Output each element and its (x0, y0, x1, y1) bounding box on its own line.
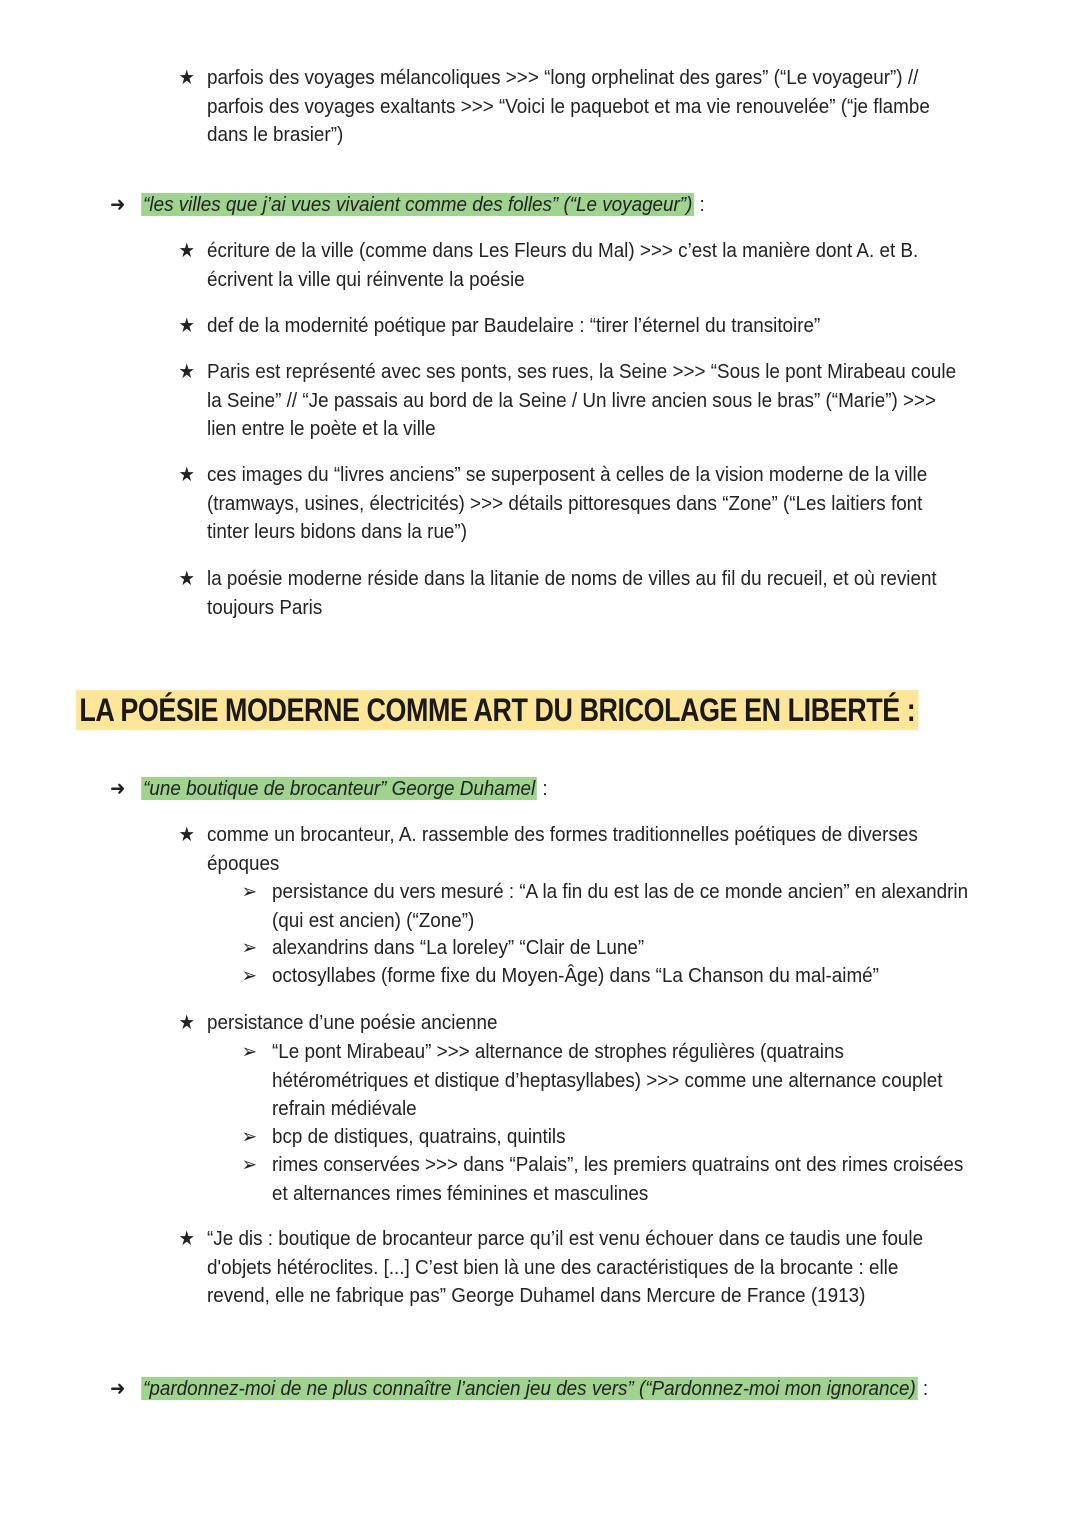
triangle-bullet-icon: ➢ (241, 1126, 258, 1148)
bullet-text: Paris est représenté avec ses ponts, ses rues, la Seine >>> “Sous le pont Mirabeau coule la Seine” // “Je passais au bord de la Seine / Un livre ancien sous le bras” (“Marie”) >>> lien entre le poète et la ville (207, 360, 957, 440)
quote-suffix: : (537, 777, 548, 800)
bullet-text: écriture de la ville (comme dans Les Fleurs du Mal) >>> c’est la manière dont A. et B. écrivent la ville qui réinvente la poésie (207, 239, 919, 291)
quote-suffix: : (917, 1377, 929, 1400)
sub-bullet-item (241, 962, 971, 991)
sub-bullet-text: “Le pont Mirabeau” >>> alternance de strophes régulières (quatrains hétérométriques et distique d’heptasyllabes) >>> comme une alternance couplet refrain médiévale (272, 1040, 943, 1120)
star-bullet-icon: ★ (178, 361, 195, 383)
bullet-text: def de la modernité poétique par Baudelaire : “tirer l’éternel du transitoire” (207, 314, 821, 337)
star-bullet-icon: ★ (178, 315, 195, 337)
sub-bullet-text: persistance du vers mesuré : “A la fin du est las de ce monde ancien” en alexandrin (qui est ancien) (“Zone”) (272, 880, 969, 932)
highlighted-quote: “une boutique de brocanteur” George Duhamel (143, 777, 536, 800)
bullet-text: la poésie moderne réside dans la litanie de noms de villes au fil du recueil, et où revient toujours Paris (207, 567, 937, 619)
sub-bullet-item (241, 934, 971, 963)
triangle-bullet-icon: ➢ (241, 965, 258, 987)
star-bullet-icon: ★ (178, 1228, 195, 1250)
bullet-item (178, 1225, 961, 1311)
bullet-text: “Je dis : boutique de brocanteur parce qu’il est venu échouer dans ce taudis une foule d'objets hétéroclites. [...] C’est bien là une des caractéristiques de la brocante : elle revend, elle ne fabrique pas” George Duhamel dans Mercure de France (1913) (207, 1227, 924, 1307)
star-bullet-icon: ★ (178, 240, 195, 262)
bullet-item (178, 312, 961, 341)
sub-bullet-item (241, 878, 971, 935)
bullet-item (178, 565, 961, 622)
quote-suffix: : (694, 193, 705, 216)
bullet-text: ces images du “livres anciens” se superposent à celles de la vision moderne de la ville (tramways, usines, électricités) >>> détails pittoresques dans “Zone” (“Les laitiers font tinter leurs bidons dans la rue”) (207, 463, 928, 543)
sub-bullet-text: alexandrins dans “La loreley” “Clair de Lune” (272, 936, 645, 959)
section-quote-line (110, 1374, 928, 1404)
bullet-item (178, 237, 961, 294)
arrow-icon: ➜ (110, 778, 126, 800)
bullet-item (178, 1009, 961, 1038)
bullet-text: parfois des voyages mélancoliques >>> “long orphelinat des gares” (“Le voyageur”) // parfois des voyages exaltants >>> “Voici le paquebot et ma vie renouvelée” (“je flambe dans le brasier”) (207, 66, 930, 146)
bullet-item (178, 461, 961, 547)
star-bullet-icon: ★ (178, 568, 195, 590)
star-bullet-icon: ★ (178, 1012, 195, 1034)
highlighted-quote: “pardonnez-moi de ne plus connaître l’ancien jeu des vers” (“Pardonnez-moi mon ignorance) (143, 1377, 916, 1400)
sub-bullet-item (241, 1151, 971, 1208)
sub-bullet-text: bcp de distiques, quatrains, quintils (272, 1125, 566, 1148)
bullet-item (178, 64, 961, 150)
star-bullet-icon: ★ (178, 464, 195, 486)
star-bullet-icon: ★ (178, 67, 195, 89)
bullet-text: persistance d’une poésie ancienne (207, 1011, 498, 1034)
highlighted-quote: “les villes que j’ai vues vivaient comme des folles” (“Le voyageur”) (143, 193, 693, 216)
triangle-bullet-icon: ➢ (241, 1154, 258, 1176)
sub-bullet-text: rimes conservées >>> dans “Palais”, les premiers quatrains ont des rimes croisées et alternances rimes féminines et masculines (272, 1153, 964, 1205)
sub-bullet-text: octosyllabes (forme fixe du Moyen-Âge) dans “La Chanson du mal-aimé” (272, 964, 879, 987)
triangle-bullet-icon: ➢ (241, 937, 258, 959)
bullet-item (178, 358, 961, 444)
sub-bullet-item (241, 1038, 971, 1124)
bullet-item (178, 821, 961, 878)
triangle-bullet-icon: ➢ (241, 881, 258, 903)
section-quote-line (110, 190, 705, 220)
bullet-text: comme un brocanteur, A. rassemble des formes traditionnelles poétiques de diverses époques (207, 823, 918, 875)
triangle-bullet-icon: ➢ (241, 1041, 258, 1063)
sub-bullet-item (241, 1123, 971, 1152)
star-bullet-icon: ★ (178, 824, 195, 846)
arrow-icon: ➜ (110, 1378, 126, 1400)
section-quote-line (110, 774, 548, 804)
section-heading: LA POÉSIE MODERNE COMME ART DU BRICOLAGE EN LIBERTÉ : (76, 690, 919, 730)
arrow-icon: ➜ (110, 194, 126, 216)
